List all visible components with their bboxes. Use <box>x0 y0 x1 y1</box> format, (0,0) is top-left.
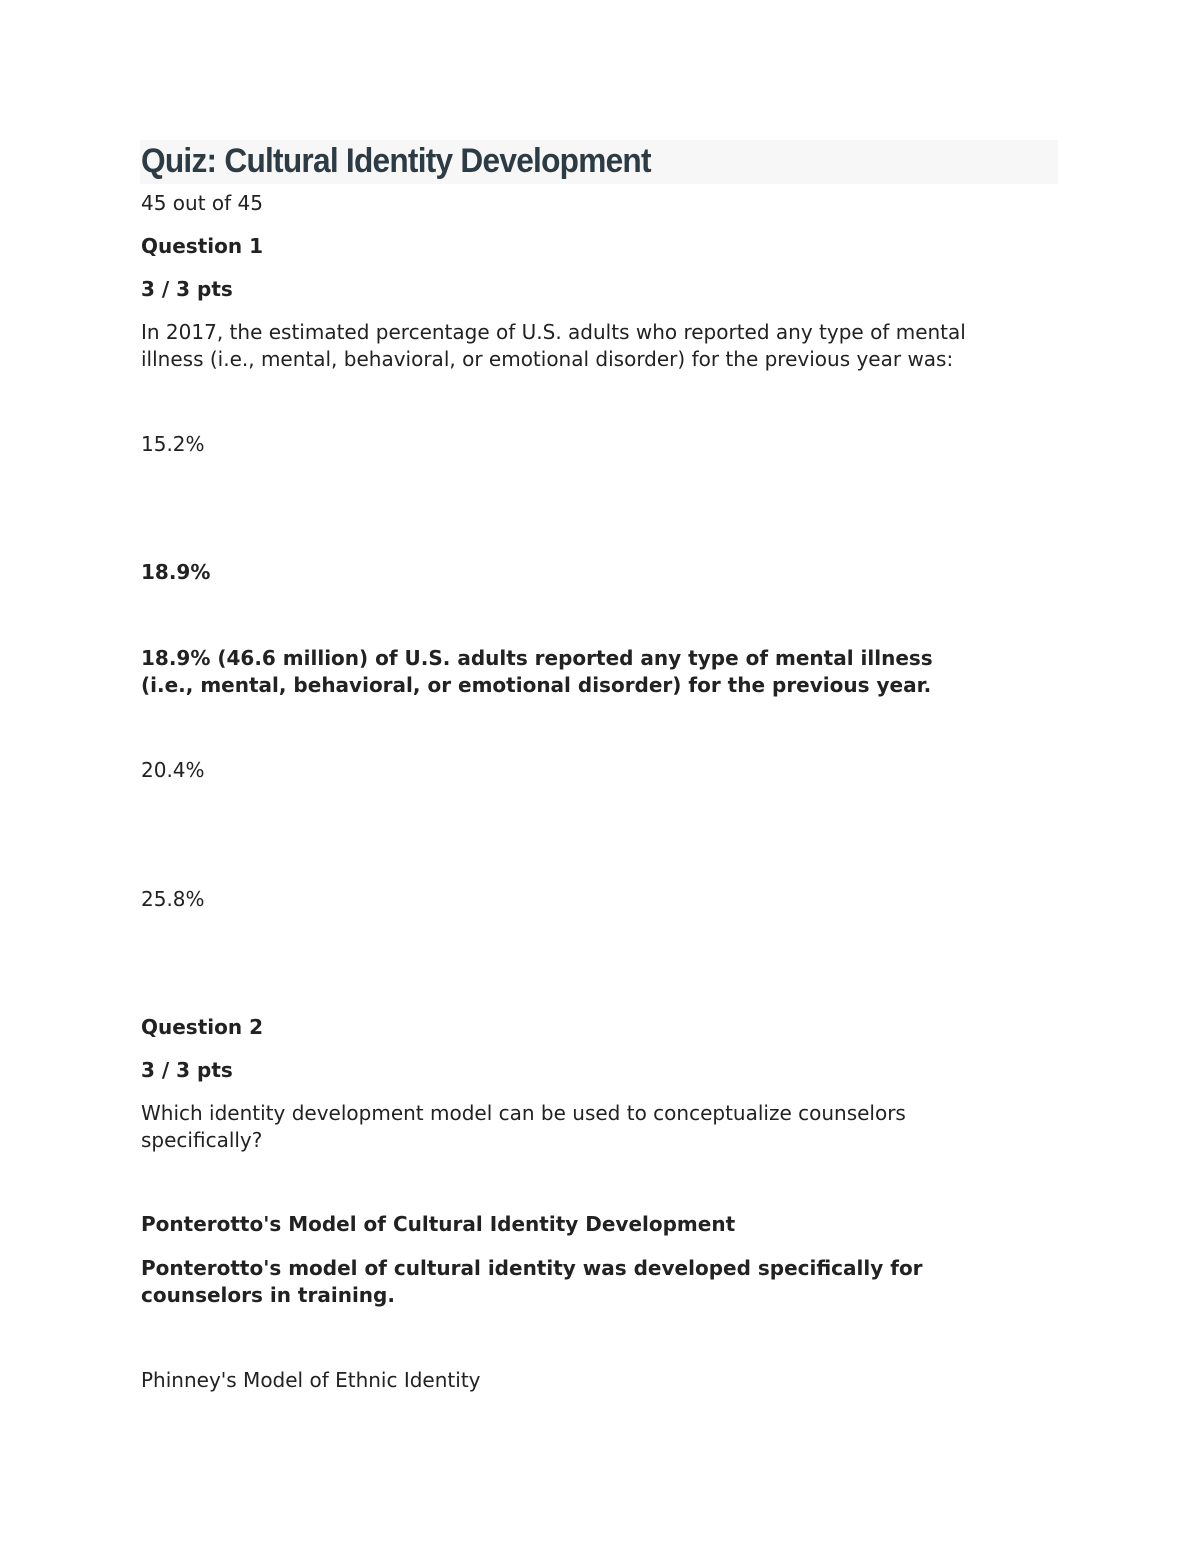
question-2-label: Question 2 <box>141 1015 263 1039</box>
question-2-feedback-line: Ponterotto's model of cultural identity was developed specifically for <box>141 1256 923 1280</box>
question-2-points: 3 / 3 pts <box>141 1058 233 1082</box>
question-1-label: Question 1 <box>141 234 263 258</box>
page-title: Quiz: Cultural Identity Development <box>141 142 651 180</box>
question-1-answer-d: 25.8% <box>141 887 205 911</box>
question-1-feedback-line: (i.e., mental, behavioral, or emotional disorder) for the previous year. <box>141 673 932 697</box>
question-2-feedback-line: counselors in training. <box>141 1283 395 1307</box>
question-1-answer-b-correct: 18.9% <box>141 560 211 584</box>
question-2-answer-a-correct: Ponterotto's Model of Cultural Identity Development <box>141 1212 736 1236</box>
question-1-points: 3 / 3 pts <box>141 277 233 301</box>
question-2-prompt-line: Which identity development model can be used to conceptualize counselors <box>141 1101 906 1125</box>
question-1-prompt-line: illness (i.e., mental, behavioral, or emotional disorder) for the previous year was: <box>141 347 954 371</box>
quiz-score: 45 out of 45 <box>141 191 264 215</box>
question-2-answer-b: Phinney's Model of Ethnic Identity <box>141 1368 481 1392</box>
question-1-prompt-line: In 2017, the estimated percentage of U.S. adults who reported any type of mental <box>141 320 966 344</box>
question-1-feedback-line: 18.9% (46.6 million) of U.S. adults reported any type of mental illness <box>141 646 933 670</box>
question-2-prompt-line: specifically? <box>141 1128 263 1152</box>
question-1-answer-c: 20.4% <box>141 758 205 782</box>
question-1-answer-a: 15.2% <box>141 432 205 456</box>
